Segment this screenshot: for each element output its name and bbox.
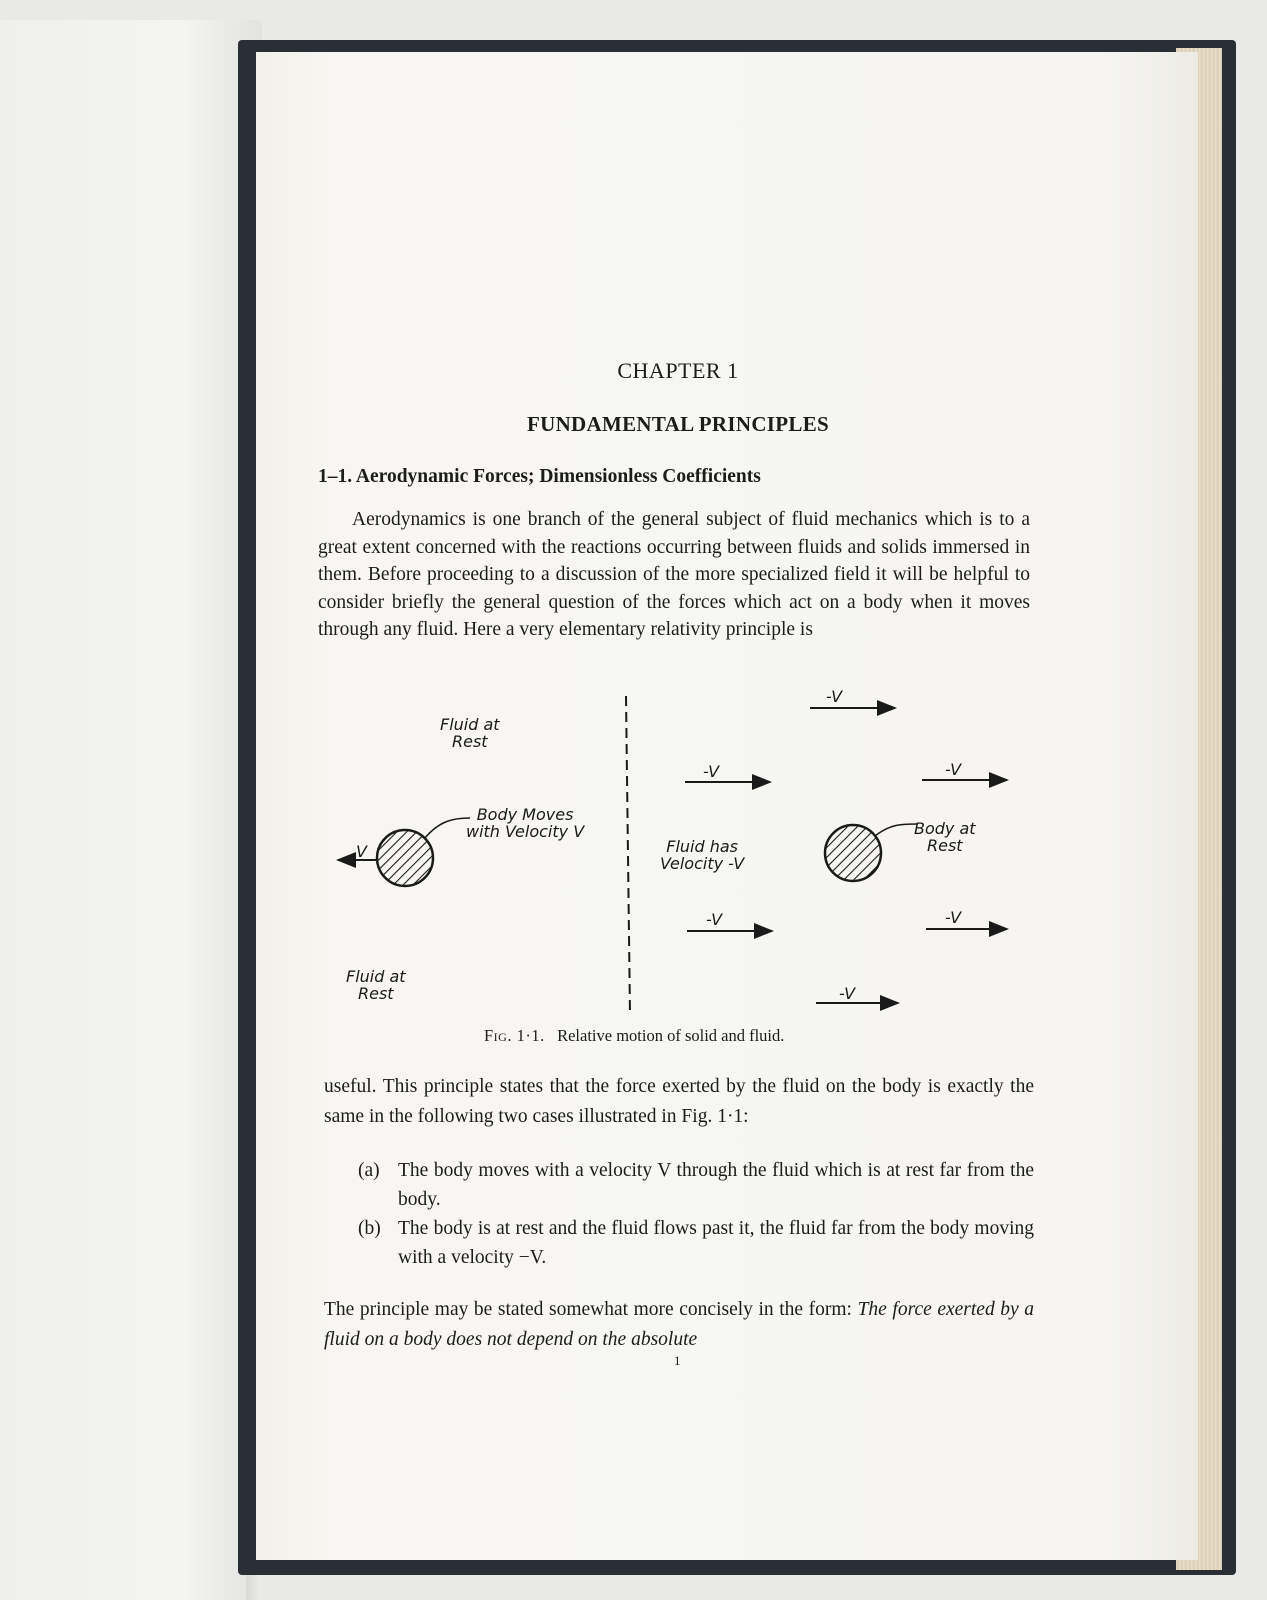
list-marker: (a) (358, 1160, 380, 1181)
label-fluid-at-rest-bottom: Fluid at Rest (346, 967, 406, 1003)
label-minus-v-3: -V (945, 760, 962, 779)
paragraph-principle (324, 1072, 1034, 1132)
cases-list (358, 1156, 1034, 1272)
paragraph-text: The principle may be stated somewhat more concisely in the form: (324, 1299, 852, 1320)
list-text: The body is at rest and the fluid flows past it, the fluid far from the body moving with a velocity −V. (398, 1218, 1034, 1268)
label-minus-v-5: -V (945, 908, 962, 927)
label-fluid-has-velocity: Fluid has Velocity -V (660, 837, 745, 873)
label-body-at-rest: Body at Rest (914, 819, 976, 855)
section-heading: 1–1. Aerodynamic Forces; Dimensionless Coefficients (318, 466, 761, 487)
label-minus-v-1: -V (826, 687, 843, 706)
label-minus-v-4: -V (706, 910, 723, 929)
paragraph-italic-text: The force exerted by a fluid on a body does not depend on the absolute (324, 1299, 1035, 1350)
body-leader-line-left (425, 818, 470, 838)
label-body-moves: Body Moves with Velocity V (466, 805, 585, 841)
paragraph-concise (324, 1295, 1034, 1355)
body-leader-line-right (875, 824, 917, 836)
chapter-title: FUNDAMENTAL PRINCIPLES (527, 412, 829, 436)
list-marker: (b) (358, 1218, 381, 1239)
rest-body-circle (825, 825, 881, 881)
label-minus-v-2: -V (703, 762, 720, 781)
paragraph-text: useful. This principle states that the force exerted by the fluid on the body is exactly the same in the following two cases illustrated in Fig. 1·1: (324, 1076, 1034, 1127)
list-text: The body moves with a velocity V through the fluid which is at rest far from the body. (398, 1160, 1034, 1210)
page-number: 1 (674, 1353, 681, 1368)
paragraph-intro (318, 506, 1030, 644)
label-fluid-at-rest-top: Fluid at Rest (440, 715, 500, 751)
caption-text: Relative motion of solid and fluid. (557, 1026, 785, 1045)
facing-page (0, 20, 262, 1600)
label-minus-v-6: -V (839, 984, 856, 1003)
divider-line (626, 696, 630, 1015)
label-velocity-v: V (356, 842, 367, 861)
moving-body-circle (377, 830, 433, 886)
figure-caption (484, 1026, 784, 1046)
chapter-heading: CHAPTER 1 (617, 358, 739, 383)
caption-prefix: Fig. 1·1. (484, 1026, 545, 1045)
list-item (358, 1214, 1034, 1272)
list-item (358, 1156, 1034, 1214)
paragraph-text: Aerodynamics is one branch of the general subject of fluid mechanics which is to a great extent concerned with the reactions occurring between fluids and solids immersed in them. Before proceeding to a discussion of the more specialized field it will be helpful to consider briefly the general question of the forces which act on a body when it moves through any fluid. Here a very elementary relativity principle is (318, 509, 1030, 640)
